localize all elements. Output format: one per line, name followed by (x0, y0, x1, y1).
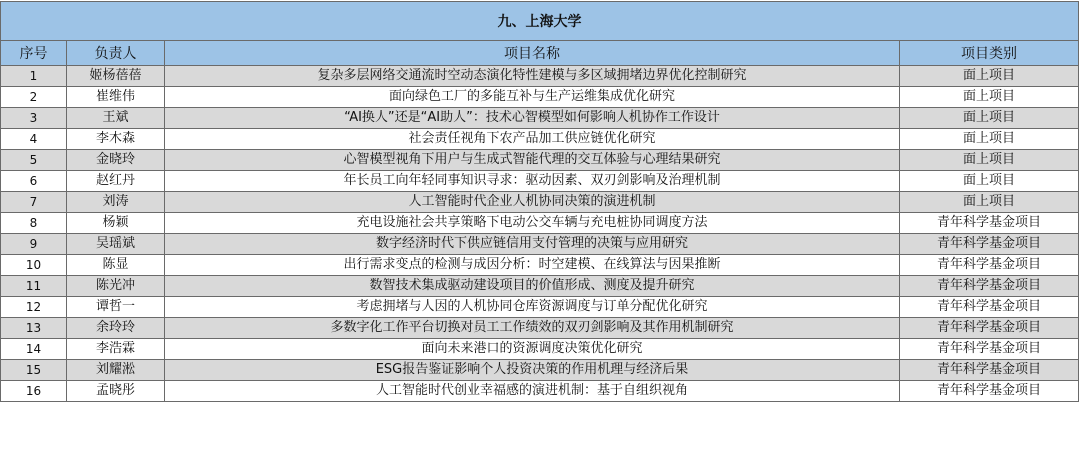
table-row (1, 234, 1079, 255)
cell-category: 青年科学基金项目 (900, 255, 1079, 276)
table-row (1, 360, 1079, 381)
cell-category: 青年科学基金项目 (900, 297, 1079, 318)
cell-category: 面上项目 (900, 66, 1079, 87)
table-body (1, 66, 1079, 402)
cell-category: 青年科学基金项目 (900, 234, 1079, 255)
cell-person: 孟晓彤 (67, 381, 165, 402)
cell-category: 面上项目 (900, 129, 1079, 150)
table-row (1, 150, 1079, 171)
table-header-row (1, 41, 1079, 66)
cell-person: 陈显 (67, 255, 165, 276)
cell-seq: 4 (1, 129, 67, 150)
table-row (1, 66, 1079, 87)
cell-project-name: 数智技术集成驱动建设项目的价值形成、测度及提升研究 (165, 276, 900, 297)
cell-seq: 6 (1, 171, 67, 192)
header-seq: 序号 (1, 41, 67, 66)
cell-person: 赵红丹 (67, 171, 165, 192)
table-row (1, 381, 1079, 402)
cell-project-name: 面向绿色工厂的多能互补与生产运维集成优化研究 (165, 87, 900, 108)
table-row (1, 171, 1079, 192)
cell-category: 面上项目 (900, 171, 1079, 192)
cell-person: 陈光冲 (67, 276, 165, 297)
cell-person: 李浩霖 (67, 339, 165, 360)
cell-category: 青年科学基金项目 (900, 381, 1079, 402)
header-project: 项目名称 (165, 41, 900, 66)
cell-seq: 14 (1, 339, 67, 360)
cell-seq: 5 (1, 150, 67, 171)
cell-seq: 15 (1, 360, 67, 381)
table-row (1, 255, 1079, 276)
cell-category: 面上项目 (900, 150, 1079, 171)
table-title-row (1, 2, 1079, 41)
cell-person: 余玲玲 (67, 318, 165, 339)
table-row (1, 108, 1079, 129)
cell-seq: 16 (1, 381, 67, 402)
header-category: 项目类别 (900, 41, 1079, 66)
cell-project-name: 社会责任视角下农产品加工供应链优化研究 (165, 129, 900, 150)
cell-category: 青年科学基金项目 (900, 213, 1079, 234)
cell-person: 谭哲一 (67, 297, 165, 318)
table-row (1, 129, 1079, 150)
cell-project-name: 复杂多层网络交通流时空动态演化特性建模与多区域拥堵边界优化控制研究 (165, 66, 900, 87)
cell-person: 刘涛 (67, 192, 165, 213)
cell-category: 青年科学基金项目 (900, 360, 1079, 381)
cell-seq: 13 (1, 318, 67, 339)
cell-seq: 11 (1, 276, 67, 297)
projects-table (0, 1, 1079, 402)
cell-person: 金晓玲 (67, 150, 165, 171)
cell-seq: 12 (1, 297, 67, 318)
cell-person: 王斌 (67, 108, 165, 129)
table-row (1, 339, 1079, 360)
cell-category: 青年科学基金项目 (900, 339, 1079, 360)
table-row (1, 318, 1079, 339)
cell-project-name: ESG报告鉴证影响个人投资决策的作用机理与经济后果 (165, 360, 900, 381)
cell-person: 吴瑶斌 (67, 234, 165, 255)
cell-seq: 3 (1, 108, 67, 129)
cell-category: 青年科学基金项目 (900, 276, 1079, 297)
cell-seq: 8 (1, 213, 67, 234)
cell-category: 面上项目 (900, 87, 1079, 108)
table-row (1, 276, 1079, 297)
cell-project-name: 年长员工向年轻同事知识寻求：驱动因素、双刃剑影响及治理机制 (165, 171, 900, 192)
cell-project-name: 出行需求变点的检测与成因分析：时空建模、在线算法与因果推断 (165, 255, 900, 276)
table-row (1, 192, 1079, 213)
table-row (1, 297, 1079, 318)
table-title: 九、上海大学 (1, 2, 1079, 41)
header-person: 负责人 (67, 41, 165, 66)
cell-project-name: 面向未来港口的资源调度决策优化研究 (165, 339, 900, 360)
table-row (1, 213, 1079, 234)
table-row (1, 87, 1079, 108)
cell-category: 面上项目 (900, 108, 1079, 129)
cell-category: 面上项目 (900, 192, 1079, 213)
cell-project-name: 充电设施社会共享策略下电动公交车辆与充电桩协同调度方法 (165, 213, 900, 234)
cell-project-name: 数字经济时代下供应链信用支付管理的决策与应用研究 (165, 234, 900, 255)
cell-person: 杨颖 (67, 213, 165, 234)
cell-seq: 1 (1, 66, 67, 87)
cell-person: 姬杨蓓蓓 (67, 66, 165, 87)
cell-person: 刘耀淞 (67, 360, 165, 381)
cell-category: 青年科学基金项目 (900, 318, 1079, 339)
cell-seq: 10 (1, 255, 67, 276)
cell-project-name: 人工智能时代创业幸福感的演进机制：基于自组织视角 (165, 381, 900, 402)
cell-project-name: “AI换人”还是“AI助人”：技术心智模型如何影响人机协作工作设计 (165, 108, 900, 129)
cell-seq: 7 (1, 192, 67, 213)
cell-project-name: 多数字化工作平台切换对员工工作绩效的双刃剑影响及其作用机制研究 (165, 318, 900, 339)
cell-person: 李木森 (67, 129, 165, 150)
cell-seq: 9 (1, 234, 67, 255)
cell-project-name: 心智模型视角下用户与生成式智能代理的交互体验与心理结果研究 (165, 150, 900, 171)
cell-seq: 2 (1, 87, 67, 108)
cell-project-name: 人工智能时代企业人机协同决策的演进机制 (165, 192, 900, 213)
cell-project-name: 考虑拥堵与人因的人机协同仓库资源调度与订单分配优化研究 (165, 297, 900, 318)
cell-person: 崔维伟 (67, 87, 165, 108)
